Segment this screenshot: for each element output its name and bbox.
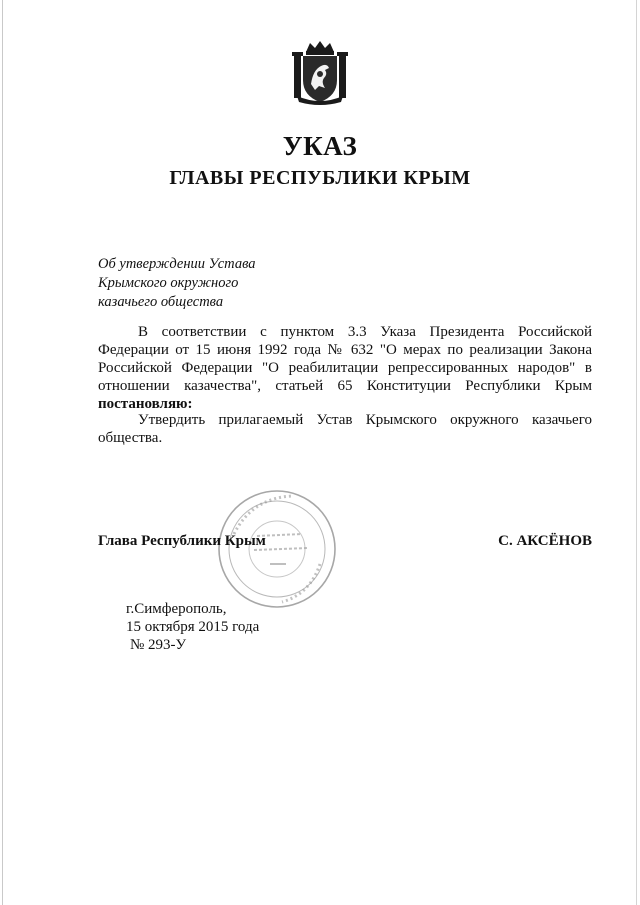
- subject-line: Крымского окружного: [98, 275, 239, 291]
- paragraph-1-text: В соответствии с пунктом 3.3 Указа Президента Российской Федерации от 15 июня 1992 года № 632 "О мерах по реализации Закона Российской Федерации "О реабилитации репрессированных народов" в отношении казачества", статьей 65 Конституции Республики Крым: [98, 324, 592, 394]
- document-title: УКАЗ: [282, 131, 358, 161]
- decree-number: № 293-У: [130, 637, 187, 653]
- signer-name: С. АКСЁНОВ: [498, 533, 592, 549]
- body-paragraph-1: [98, 323, 592, 413]
- decree-keyword: постановляю:: [98, 396, 193, 412]
- signer-position: Глава Республики Крым: [98, 533, 266, 549]
- document-subtitle: ГЛАВЫ РЕСПУБЛИКИ КРЫМ: [169, 167, 471, 189]
- subject-line: Об утверждении Устава: [98, 256, 256, 272]
- document-subject: [98, 255, 256, 312]
- issue-date: 15 октября 2015 года: [126, 619, 260, 635]
- crimea-coat-of-arms-icon: [291, 40, 349, 106]
- body-paragraph-2: Утвердить прилагаемый Устав Крымского окружного казачьего общества.: [98, 412, 592, 446]
- document-meta: [126, 600, 259, 654]
- subject-line: казачьего общества: [98, 294, 224, 310]
- issue-place: г.Симферополь,: [126, 601, 227, 617]
